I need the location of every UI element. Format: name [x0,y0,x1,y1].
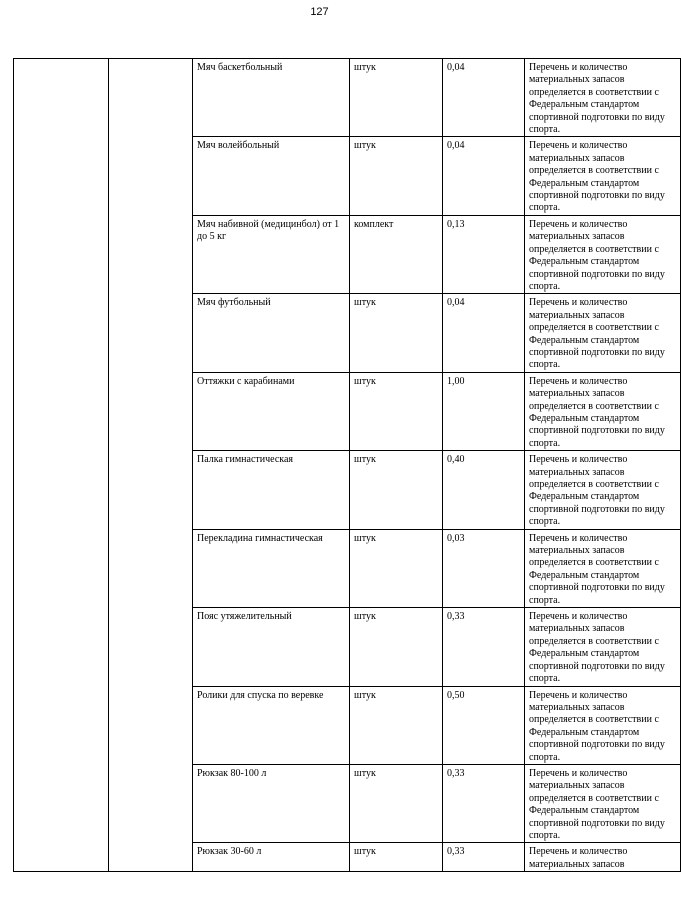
note-cell: Перечень и количество материальных запасов определяется в соответствии с Федеральным стандартом спортивной подготовки по виду спорта. [525,686,681,764]
note-cell: Перечень и количество материальных запасов определяется в соответствии с Федеральным стандартом спортивной подготовки по виду спорта. [525,215,681,293]
quantity-cell: 0,50 [443,686,525,764]
item-name-cell: Рюкзак 80-100 л [193,764,350,842]
quantity-cell: 0,33 [443,843,525,872]
item-name-cell: Мяч набивной (медицинбол) от 1 до 5 кг [193,215,350,293]
quantity-cell: 0,03 [443,529,525,607]
unit-cell: штук [350,608,443,686]
unit-cell: штук [350,137,443,215]
note-cell: Перечень и количество материальных запасов определяется в соответствии с Федеральным стандартом спортивной подготовки по виду спорта. [525,59,681,137]
page-number: 127 [310,6,329,18]
quantity-cell: 0,33 [443,608,525,686]
quantity-cell: 1,00 [443,372,525,450]
item-name-cell: Мяч баскетбольный [193,59,350,137]
unit-cell: штук [350,294,443,372]
unit-cell: штук [350,529,443,607]
merged-cell-a [14,59,109,872]
quantity-cell: 0,33 [443,764,525,842]
item-name-cell: Пояс утяжелительный [193,608,350,686]
table-row [14,59,681,137]
unit-cell: штук [350,372,443,450]
quantity-cell: 0,04 [443,59,525,137]
note-cell: Перечень и количество материальных запасов определяется в соответствии с Федеральным стандартом спортивной подготовки по виду спорта. [525,529,681,607]
quantity-cell: 0,40 [443,451,525,529]
equipment-table [13,58,681,872]
note-cell: Перечень и количество материальных запасов [525,843,681,872]
item-name-cell: Мяч футбольный [193,294,350,372]
quantity-cell: 0,04 [443,137,525,215]
item-name-cell: Оттяжки с карабинами [193,372,350,450]
note-cell: Перечень и количество материальных запасов определяется в соответствии с Федеральным стандартом спортивной подготовки по виду спорта. [525,764,681,842]
note-cell: Перечень и количество материальных запасов определяется в соответствии с Федеральным стандартом спортивной подготовки по виду спорта. [525,372,681,450]
quantity-cell: 0,13 [443,215,525,293]
unit-cell: штук [350,686,443,764]
note-cell: Перечень и количество материальных запасов определяется в соответствии с Федеральным стандартом спортивной подготовки по виду спорта. [525,137,681,215]
item-name-cell: Ролики для спуска по веревке [193,686,350,764]
unit-cell: штук [350,59,443,137]
item-name-cell: Перекладина гимнастическая [193,529,350,607]
note-cell: Перечень и количество материальных запасов определяется в соответствии с Федеральным стандартом спортивной подготовки по виду спорта. [525,294,681,372]
unit-cell: штук [350,843,443,872]
unit-cell: штук [350,764,443,842]
unit-cell: комплект [350,215,443,293]
item-name-cell: Мяч волейбольный [193,137,350,215]
note-cell: Перечень и количество материальных запасов определяется в соответствии с Федеральным стандартом спортивной подготовки по виду спорта. [525,608,681,686]
item-name-cell: Рюкзак 30-60 л [193,843,350,872]
item-name-cell: Палка гимнастическая [193,451,350,529]
quantity-cell: 0,04 [443,294,525,372]
unit-cell: штук [350,451,443,529]
note-cell: Перечень и количество материальных запасов определяется в соответствии с Федеральным стандартом спортивной подготовки по виду спорта. [525,451,681,529]
merged-cell-b [109,59,193,872]
